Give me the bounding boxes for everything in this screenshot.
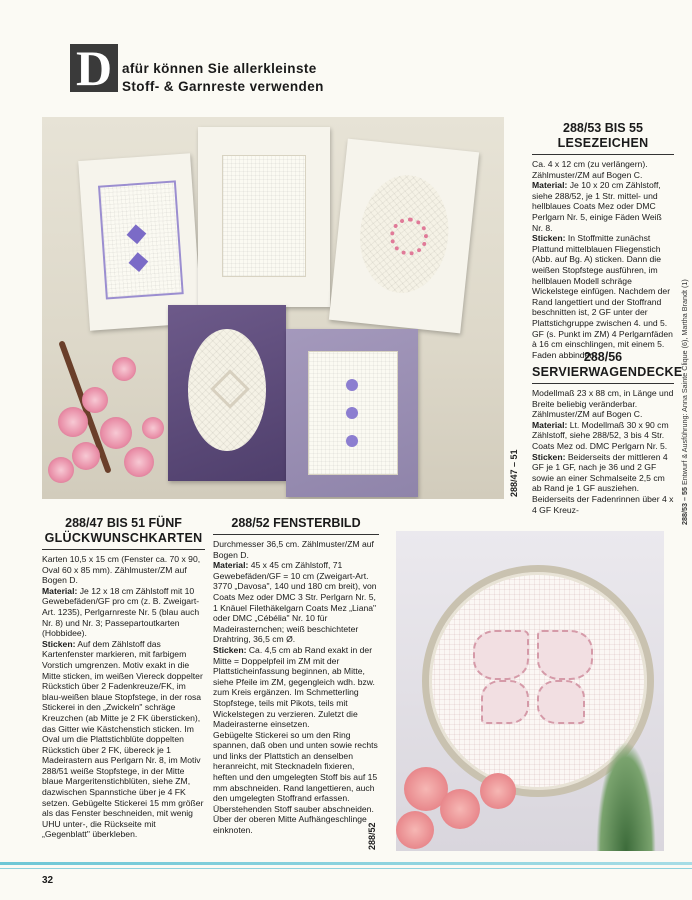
lesezeichen-sticken: In Stoffmitte zunächst Plattund mittelblauen Fliegenstich (Abb. auf Bg. A) sticken. Dann die weißen Stopfstege ausführen, im hellblauen Modell schräge Wickelstege einfügen. Nachdem der Rand langettiert und der Stoffrand beschnitten ist, 2 GF unter der Plattstichgruppe zwischen 4. und 5. GF (s. Punkt im ZM) 4 Perlgarnfäden à 16 cm einschlingen, mit einem 5. Faden abbinden. (532, 233, 673, 360)
footer-bar-thin (0, 868, 692, 869)
page-headline (122, 60, 324, 96)
headline-line-1: afür können Sie allerkleinste (122, 61, 317, 76)
fensterbild-sticken: Ca. 4,5 cm ab Rand exakt in der Mitte = Doppelpfeil im ZM mit der Plattsticheinfassung beginnen, ab Mitte, siehe Pfeile im ZM, gegengleich wdh. bzw. zum Kreis ergänzen. Im Schmetterling Stopfstege, teils mit Pikots, teils mit Wickelstegen zu verzieren. Zuletzt die Madeirasterne einsetzen. (213, 644, 375, 730)
karten-title: GLÜCKWUNSCHKARTEN (44, 531, 203, 545)
section-servierwagendecke (532, 350, 683, 515)
page-number: 32 (42, 875, 54, 886)
fensterbild-number: 288/52 FENSTERBILD (231, 516, 361, 530)
fensterbild-intro: Durchmesser 36,5 cm. Zählmuster/ZM auf Bogen D. (213, 539, 374, 560)
fensterbild-material-label: Material: (213, 560, 249, 571)
servier-sticken: Beiderseits der mittleren 4 GF je 1 GF, nach je 36 und 2 GF sowie an einer Schmalseite 2,5 cm ab Rand je 1 GF ausziehen. Beiderseits der Fadenrinnen über 4 x 4 GF Kreuz- (532, 451, 674, 515)
fensterbild-material: 45 x 45 cm Zählstoff, 71 Gewebefäden/GF = 10 cm (Zweigart-Art. 3770 „Davosa", 140 und 180 cm breit), von Coats Mez oder DMC 3 Str. Perlgarn Nr. 5, 1 Knäuel Filethäkelgarn Coats Mez „Liana" oder DMC „Cébélia" Nr. 10 für Madeirasternchen; weiß beschichteter Drahtring, 36,5 cm Ø. (213, 560, 377, 645)
lesezeichen-number: 288/53 BIS 55 (563, 121, 643, 135)
card-lilac-blue-flowers (286, 329, 418, 497)
footer-bar (0, 862, 692, 865)
side-credit (680, 279, 689, 525)
card-purple-oval (168, 305, 286, 481)
servier-material: Lt. Modellmaß 30 x 90 cm Zählstoff, siehe 288/52, 3 bis 4 Str. Coats Mez od. DMC Perlgarn Nr. 5. (532, 419, 669, 451)
lesezeichen-material: Je 10 x 20 cm Zählstoff, siehe 288/52, je 1 Str. mittel- und hellblaues Coats Mez oder DMC Perlgarn Nr. 5, einige Fäden Weiß Nr. 8. (532, 180, 662, 233)
fensterbild-finish: Gebügelte Stickerei so um den Ring spannen, daß oben und unten sowie rechts und links der Plattstich an denselben heranreicht, mit Stecknadeln fixieren, heften und den umgelegten Stoff bis auf 15 mm abschneiden. Rand langettieren, auch den umgelegten Stoffrand erfassen. Überstehenden Stoff sauber abschneiden. Über der oberen Mitte Aufhängeschlinge einknoten. (213, 729, 378, 836)
side-credit-code: 288/53 – 55 (680, 487, 689, 525)
karten-number: 288/47 BIS 51 FÜNF (65, 516, 182, 530)
card-white-window (198, 127, 330, 307)
lesezeichen-intro: Ca. 4 x 12 cm (zu verlängern). Zählmuster/ZM auf Bogen C. (532, 159, 648, 180)
karten-material: Je 12 x 18 cm Zählstoff mit 10 Gewebefäden/GF pro cm (z. B. Zweigart-Art. 1235), Perlgarnreste Nr. 5 (blau auch Nr. 8) und Nr. 3; Passepartoutkarten (Hobbidee). (42, 585, 200, 639)
lesezeichen-material-label: Material: (532, 180, 568, 191)
photo-label-top: 288/47 – 51 (509, 449, 519, 497)
lesezeichen-sticken-label: Sticken: (532, 233, 566, 244)
lesezeichen-title: LESEZEICHEN (557, 136, 649, 150)
card-pink-oval (329, 139, 479, 334)
karten-intro: Karten 10,5 x 15 cm (Fenster ca. 70 x 90, Oval 60 x 85 mm). Zählmuster/ZM auf Bogen D. (42, 554, 201, 586)
section-glueckwunschkarten (42, 516, 205, 840)
window-picture-photo (396, 531, 664, 851)
headline-line-2: Stoff- & Garnreste verwenden (122, 79, 324, 94)
karten-sticken: Auf dem Zählstoff das Kartenfenster markieren, mit farbigem Vorstich umgrenzen. Motiv exakt in die Mitte sticken, im weißen Viereck doppelter Rückstich über 2 Fadenkreuze/FK, im blau-weißen blaue Stopfstege, in der rosa Stickerei in den „Zwickeln" schräge Kreuzchen (ab Mitte je 2 FK übersticken), das Gitter wie Kästchenstich sticken. Im Oval um die Plattstichblüte doppelten Rückstich über 2 FK, übereck je 1 Madeirastern aus Perlgarn Nr. 8, im Motiv 288/51 weiße Stopfstege, in der Mitte blaue Margeritenstichblüten, siehe ZM, dazwischen Spannstiche über je 4 FK setzen. Gebügelte Stickerei 15 mm größer als das Fenster beschneiden, mit wenig UHU unter-, die Rückseite mit „Gegenblatt" überkleben. (42, 638, 204, 840)
drop-cap: D (70, 44, 118, 92)
section-fensterbild (213, 516, 379, 836)
karten-material-label: Material: (42, 585, 78, 596)
servier-sticken-label: Sticken: (532, 451, 566, 462)
section-lesezeichen (532, 121, 674, 360)
servier-material-label: Material: (532, 419, 568, 430)
servier-number: 288/56 (583, 350, 623, 364)
side-credit-text: Entwurf & Ausführung: Anna Sainte Clique (6), Martha Brandt (1) (680, 279, 689, 486)
photo-label-bottom: 288/52 (367, 822, 377, 850)
fensterbild-sticken-label: Sticken: (213, 644, 247, 655)
greeting-cards-photo (42, 117, 504, 499)
karten-sticken-label: Sticken: (42, 638, 76, 649)
servier-title: SERVIERWAGENDECKE (532, 365, 683, 379)
servier-intro: Modellmaß 23 x 88 cm, in Länge und Breite beliebig veränderbar. Zählmuster/ZM auf Bogen C. (532, 388, 674, 420)
